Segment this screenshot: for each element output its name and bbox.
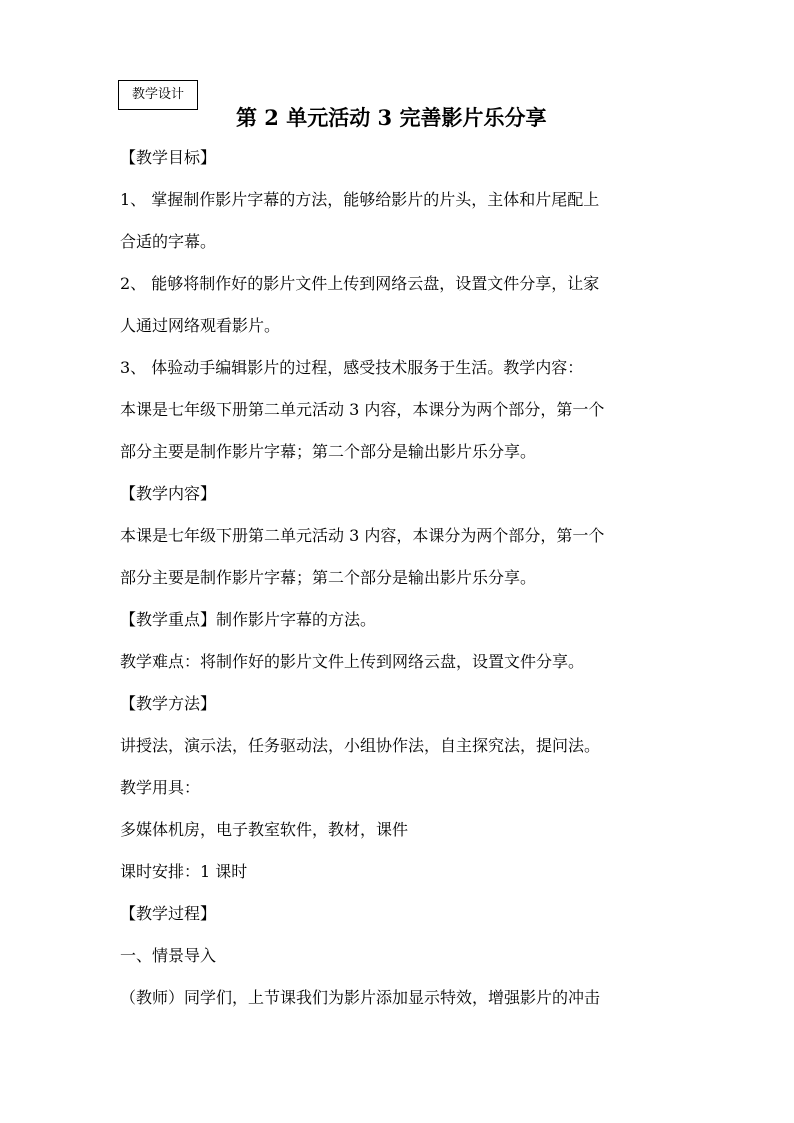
objective-1-line-2: 合适的字幕。 [120,232,217,251]
methods-line: 讲授法，演示法，任务驱动法，小组协作法，自主探究法，提问法。 [120,736,601,755]
section-heading-content: 【教学内容】 [120,484,217,503]
difficult-points-line: 教学难点：将制作好的影片文件上传到网络云盘，设置文件分享。 [120,652,585,671]
objective-3-line: 3、 体验动手编辑影片的过程，感受技术服务于生活。教学内容： [120,358,584,377]
paragraph-line: 部分主要是制作影片字幕；第二个部分是输出影片乐分享。 [120,442,537,461]
teaching-tools-label: 教学用具： [120,778,201,797]
objective-1-line-1: 1、 掌握制作影片字幕的方法，能够给影片的片头，主体和片尾配上 [120,190,600,209]
paragraph-line: 本课是七年级下册第二单元活动 3 内容，本课分为两个部分，第一个 [120,526,605,545]
section-heading-objectives: 【教学目标】 [120,148,217,167]
teaching-tools-line: 多媒体机房，电子教室软件，教材，课件 [120,820,409,839]
section-heading-key-points: 【教学重点】制作影片字幕的方法。 [120,610,377,629]
subsection-heading-intro: 一、情景导入 [120,946,217,965]
document-tag-box: 教学设计 [118,80,198,110]
paragraph-line: 部分主要是制作影片字幕；第二个部分是输出影片乐分享。 [120,568,537,587]
schedule-line: 课时安排：1 课时 [120,862,248,881]
section-heading-process: 【教学过程】 [120,904,217,923]
paragraph-line: 本课是七年级下册第二单元活动 3 内容，本课分为两个部分，第一个 [120,400,605,419]
document-title: 第 2 单元活动 3 完善影片乐分享 [236,105,547,130]
section-heading-methods: 【教学方法】 [120,694,217,713]
paragraph-line: （教师）同学们，上节课我们为影片添加显示特效，增强影片的冲击 [120,988,601,1007]
objective-2-line-1: 2、 能够将制作好的影片文件上传到网络云盘，设置文件分享，让家 [120,274,600,293]
objective-2-line-2: 人通过网络观看影片。 [120,316,281,335]
